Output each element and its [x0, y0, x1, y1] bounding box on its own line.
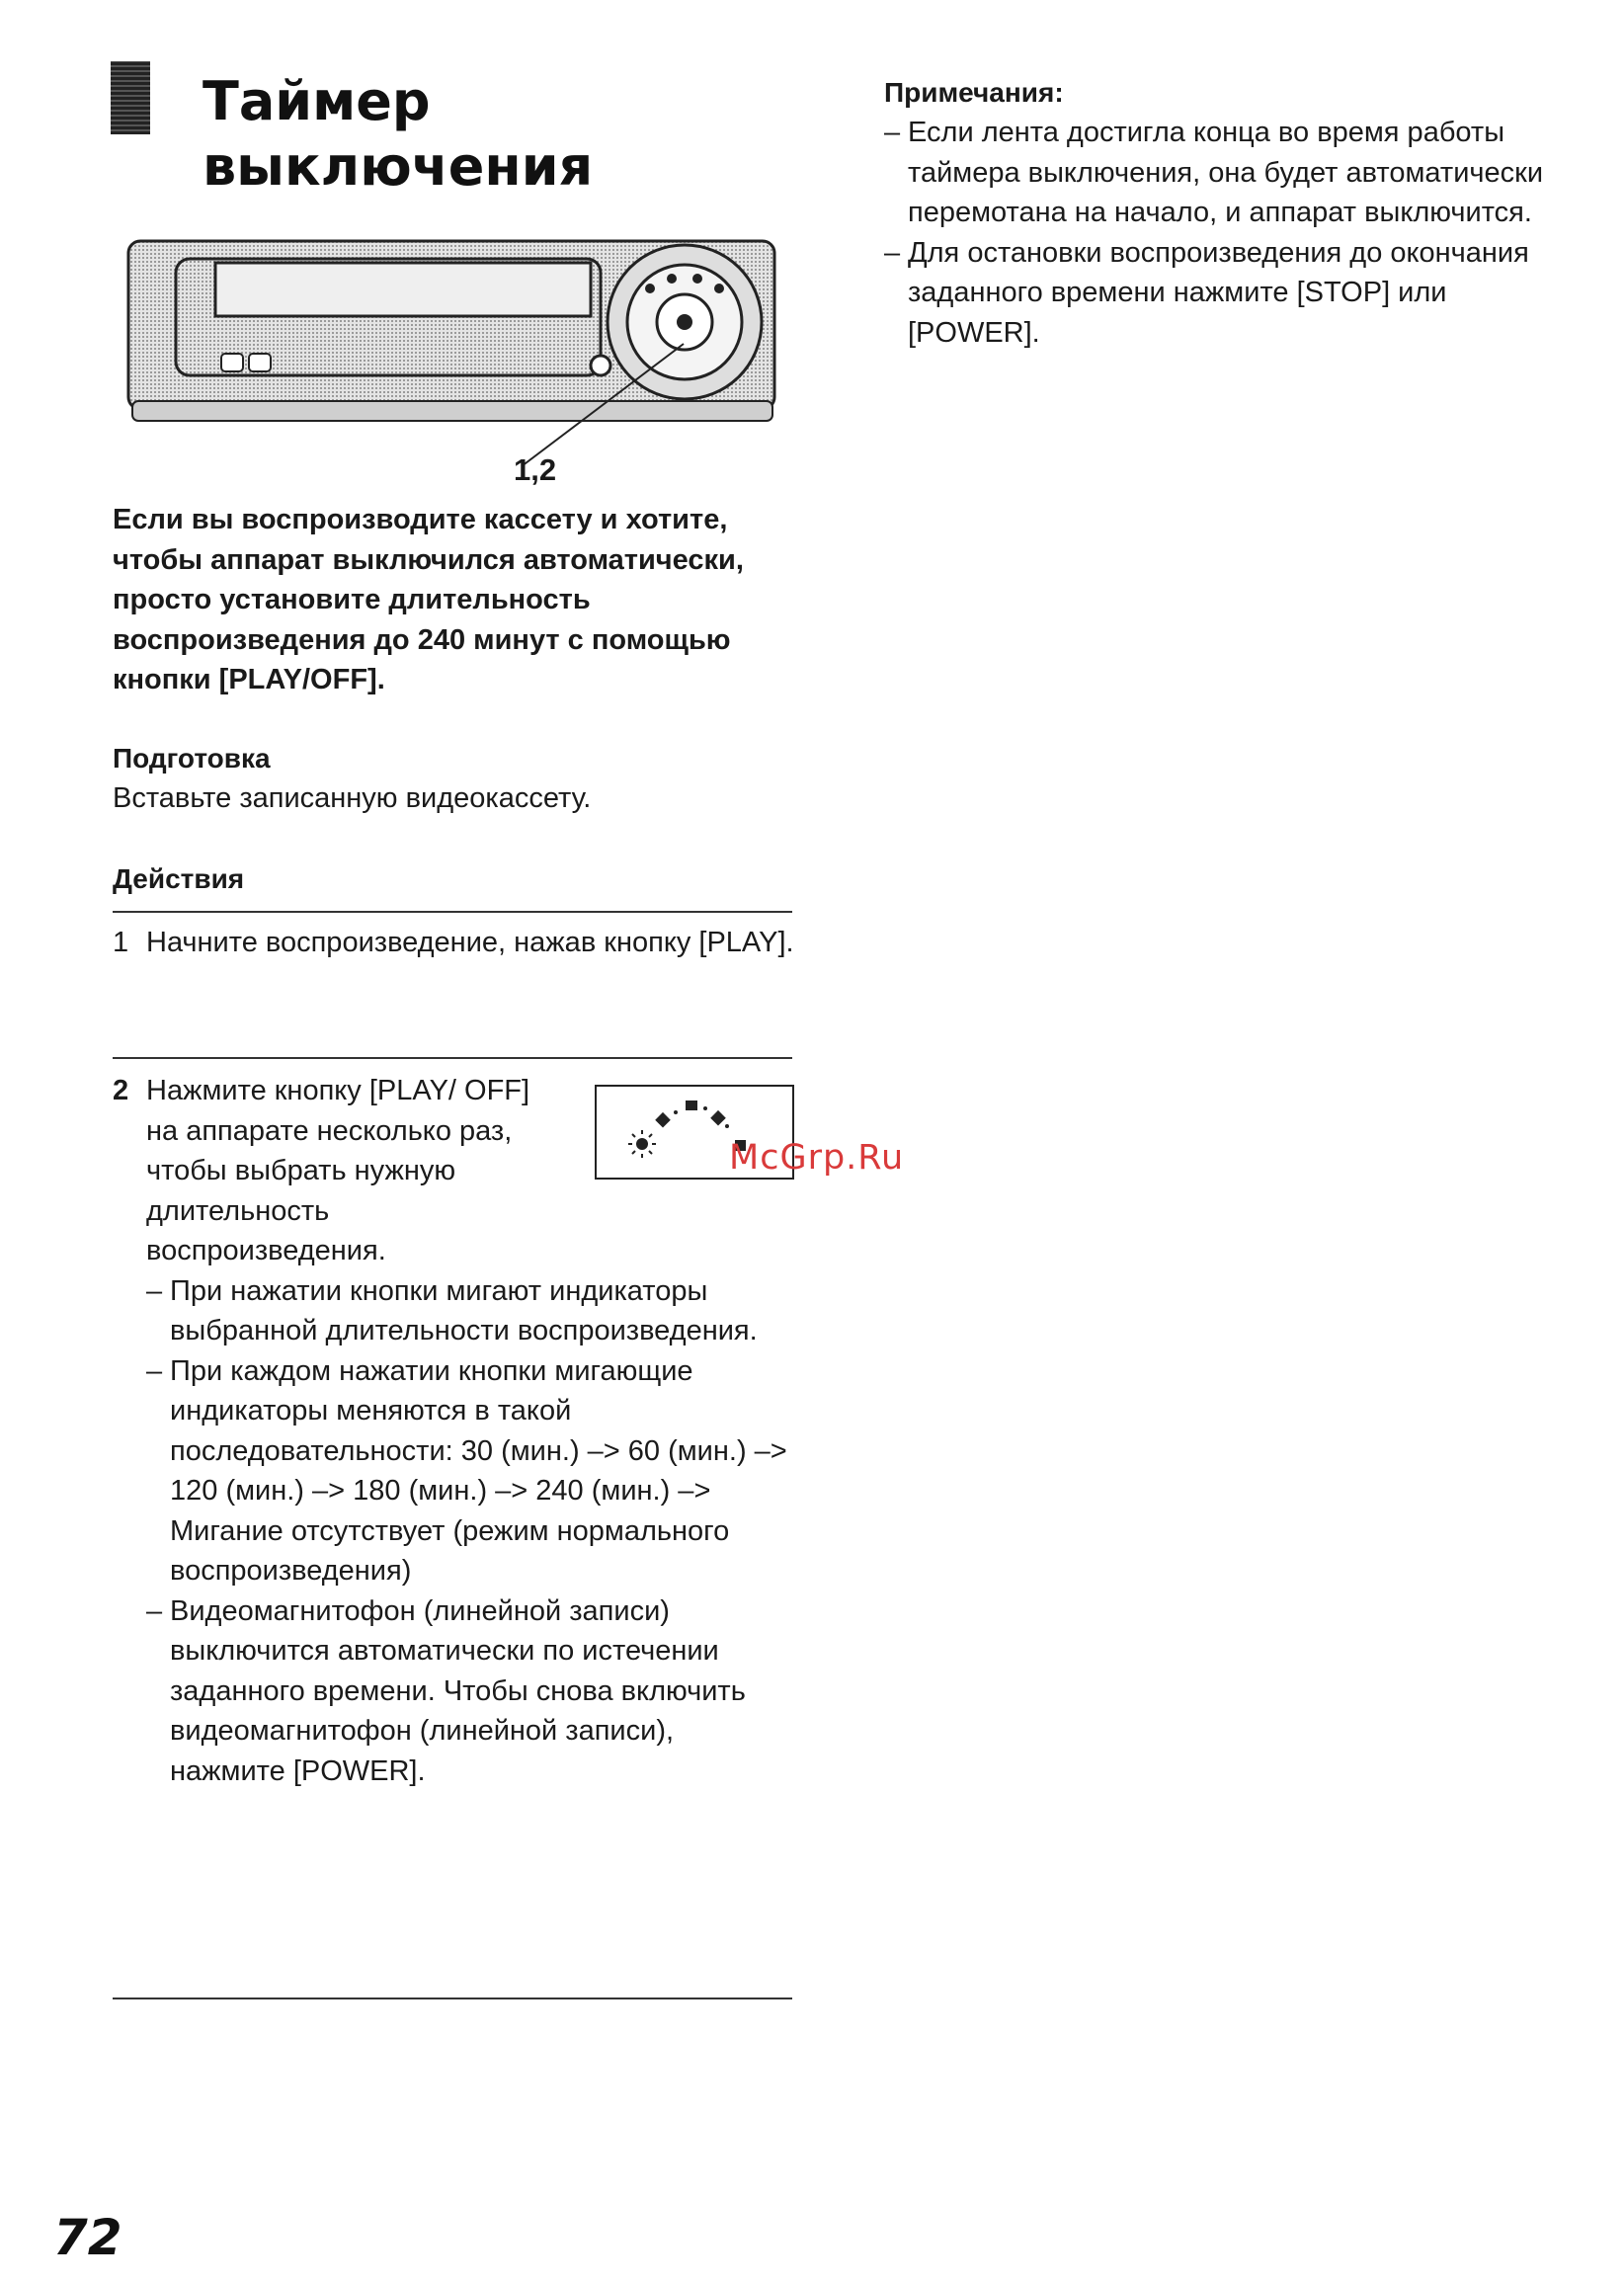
step-1 [113, 923, 794, 963]
note-item [884, 113, 1546, 233]
page-title [203, 69, 593, 200]
bullet-text: При каждом нажатии кнопки мигающие индикаторы меняются в такой последовательности: 30 (мин.) –> 60 (мин.) –> 120 (мин.) –> 180 (мин.) –> 240 (мин.) –> Мигание отсутствует (режим нормального воспроизведения) [170, 1354, 787, 1587]
bullet-dash: – [146, 1354, 163, 1387]
title-marker-bar [111, 61, 150, 134]
step-2-bullet-1 [146, 1271, 794, 1351]
page-title-line2: выключения [203, 135, 594, 198]
notes-heading: Примечания: [884, 77, 1064, 108]
intro-paragraph: Если вы воспроизводите кассету и хотите, чтобы аппарат выключился автоматически, просто установите длительность воспроизведения до 240 минут с помощью кнопки [PLAY/OFF]. [113, 504, 744, 695]
bullet-text: При нажатии кнопки мигают индикаторы выбранной длительности воспроизведения. [170, 1274, 758, 1346]
note-text: Для остановки воспроизведения до окончания заданного времени нажмите [STOP] или [POWER]. [908, 236, 1529, 349]
watermark: McGrp.Ru [729, 1138, 905, 1178]
preparation-heading: Подготовка [113, 743, 271, 774]
bullet-dash: – [884, 236, 901, 269]
page-number: 72 [53, 2209, 122, 2266]
step-2-bullet-2 [146, 1351, 794, 1591]
bullet-dash: – [884, 117, 901, 148]
step-number: 2 [113, 1075, 129, 1106]
step-text: Начните воспроизведение, нажав кнопку [PLAY]. [146, 927, 794, 958]
step-text: Нажмите кнопку [PLAY/ OFF] на аппарате несколько раз, чтобы выбрать нужную длительность воспроизведения. [146, 1075, 530, 1266]
vcr-front-panel-illustration [126, 233, 784, 470]
note-text: Если лента достигла конца во время работы таймера выключения, она будет автоматически перемотана на начало, и аппарат выключится. [908, 117, 1544, 228]
bullet-text: Видеомагнитофон (линейной записи) выключится автоматически по истечении заданного времени. Чтобы снова включить видеомагнитофон (линейной записи), нажмите [POWER]. [170, 1594, 746, 1787]
preparation-text: Вставьте записанную видеокассету. [113, 782, 592, 814]
bullet-dash: – [146, 1274, 163, 1307]
divider [113, 911, 792, 913]
step-2-bullet-3 [146, 1591, 794, 1792]
bullet-dash: – [146, 1594, 163, 1627]
page-title-line1: Таймер [203, 70, 431, 132]
step-number: 1 [113, 927, 129, 958]
actions-heading: Действия [113, 863, 245, 894]
divider [113, 1998, 792, 1999]
divider [113, 1057, 792, 1059]
illustration-callout: 1,2 [514, 452, 557, 487]
notes-section [884, 73, 1546, 353]
note-item [884, 233, 1546, 354]
